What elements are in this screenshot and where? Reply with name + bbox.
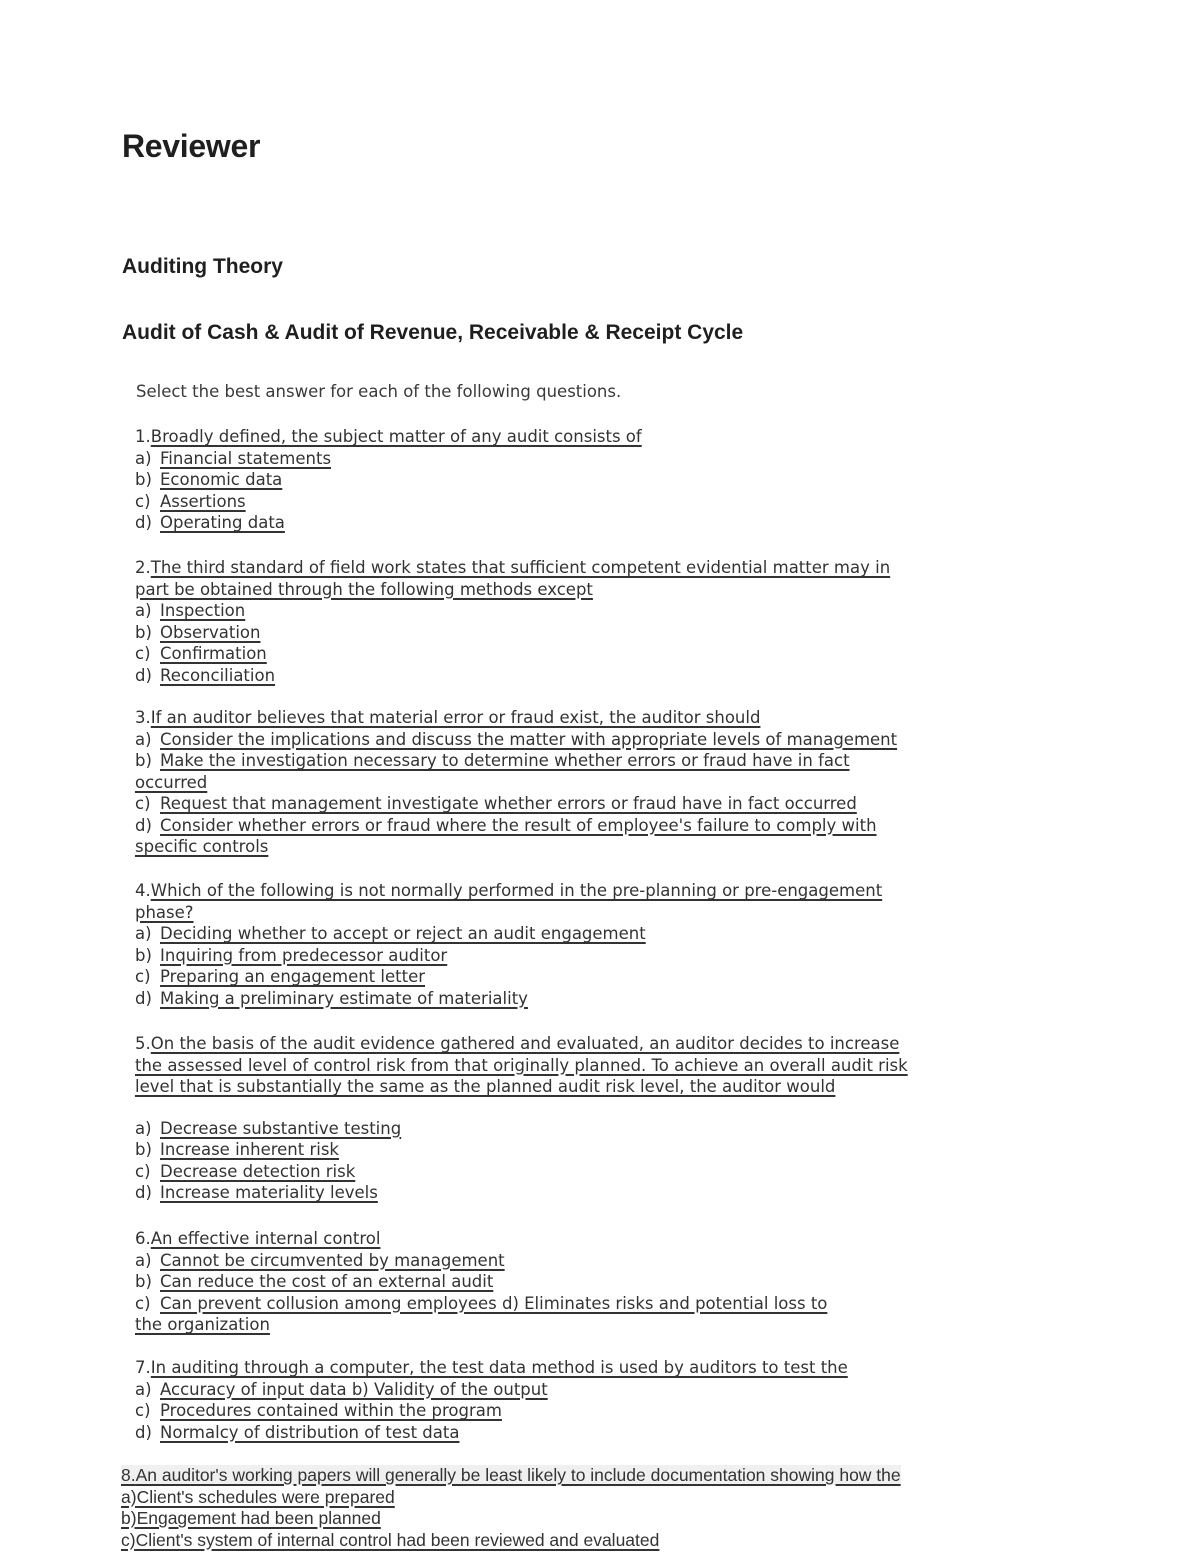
choice-b: b) Make the investigation necessary to determine whether errors or fraud have in fact <box>135 751 850 770</box>
question-5 <box>135 1033 1095 1204</box>
subject-heading: Auditing Theory <box>122 255 283 278</box>
question-3 <box>135 707 1095 858</box>
choice-b: b) Increase inherent risk <box>135 1140 339 1159</box>
choice-d-cont: specific controls <box>135 837 269 856</box>
choice-b-cont: occurred <box>135 772 208 792</box>
choice-c-cont: the organization <box>135 1315 270 1334</box>
question-8 <box>121 1465 1121 1551</box>
choice-d: d) Normalcy of distribution of test data <box>135 1422 460 1442</box>
question-6 <box>135 1228 1095 1336</box>
choice-a: a) Decrease substantive testing <box>135 1118 402 1138</box>
choice-b: b) Economic data <box>135 470 283 489</box>
choice-a: a) Cannot be circumvented by management <box>135 1250 505 1270</box>
question-stem: 7.In auditing through a computer, the test data method is used by auditors to test the <box>135 1358 848 1377</box>
question-2 <box>135 557 1095 686</box>
choice-c: c) Procedures contained within the program <box>135 1401 502 1420</box>
choice-b: b) Inquiring from predecessor auditor <box>135 945 448 965</box>
choice-c: c) Preparing an engagement letter <box>135 967 425 986</box>
instructions: Select the best answer for each of the following questions. <box>136 382 622 401</box>
page-title: Reviewer <box>122 128 261 164</box>
choice-a: a) Accuracy of input data b) Validity of the output <box>135 1379 548 1399</box>
choice-a: a)Client's schedules were prepared <box>121 1486 395 1507</box>
question-4 <box>135 880 1095 1009</box>
choice-a: a) Deciding whether to accept or reject an audit engagement <box>135 924 646 943</box>
choice-a: a) Financial statements <box>135 448 332 468</box>
choice-d: d) Reconciliation <box>135 665 276 685</box>
spacer <box>135 1098 1095 1118</box>
choice-c: c)Client's system of internal control had been reviewed and evaluated <box>121 1529 660 1550</box>
choice-d: d) Making a preliminary estimate of materiality <box>135 988 528 1008</box>
choice-a: a) Consider the implications and discuss the matter with appropriate levels of management <box>135 729 898 749</box>
question-1 <box>135 426 1095 534</box>
question-stem: 3.If an auditor believes that material error or fraud exist, the auditor should <box>135 708 761 727</box>
choice-b: b)Engagement had been planned <box>121 1508 381 1528</box>
choice-d: d) Increase materiality levels <box>135 1183 378 1202</box>
question-stem: 1.Broadly defined, the subject matter of any audit consists of <box>135 427 642 446</box>
choice-c: c) Request that management investigate whether errors or fraud have in fact occurred <box>135 794 857 813</box>
question-stem: 4.Which of the following is not normally performed in the pre-planning or pre-engagement <box>135 881 883 900</box>
question-stem: 8.An auditor's working papers will generally be least likely to include documentation showing how the <box>121 1465 901 1485</box>
choice-c: c) Decrease detection risk <box>135 1161 356 1181</box>
question-stem-cont: part be obtained through the following methods except <box>135 579 593 599</box>
choice-c: c) Confirmation <box>135 644 267 663</box>
choice-c: c) Assertions <box>135 491 246 511</box>
choice-b: b) Observation <box>135 622 261 642</box>
question-stem: 6.An effective internal control <box>135 1229 381 1248</box>
choice-c: c) Can prevent collusion among employees d) Eliminates risks and potential loss to <box>135 1293 828 1313</box>
choice-b: b) Can reduce the cost of an external audit <box>135 1272 494 1291</box>
question-stem: 5.On the basis of the audit evidence gathered and evaluated, an auditor decides to increase <box>135 1034 900 1053</box>
choice-a: a) Inspection <box>135 601 246 620</box>
question-7 <box>135 1357 1095 1443</box>
question-stem-cont: level that is substantially the same as the planned audit risk level, the auditor would <box>135 1077 836 1096</box>
question-stem-cont: the assessed level of control risk from that originally planned. To achieve an overall audit risk <box>135 1055 908 1075</box>
question-stem-cont: phase? <box>135 902 194 922</box>
choice-d: d) Consider whether errors or fraud where the result of employee's failure to comply with <box>135 815 877 835</box>
choice-d: d) Operating data <box>135 513 285 532</box>
question-stem: 2.The third standard of field work states that sufficient competent evidential matter may in <box>135 558 891 577</box>
topic-heading: Audit of Cash & Audit of Revenue, Receivable & Receipt Cycle <box>122 321 744 344</box>
